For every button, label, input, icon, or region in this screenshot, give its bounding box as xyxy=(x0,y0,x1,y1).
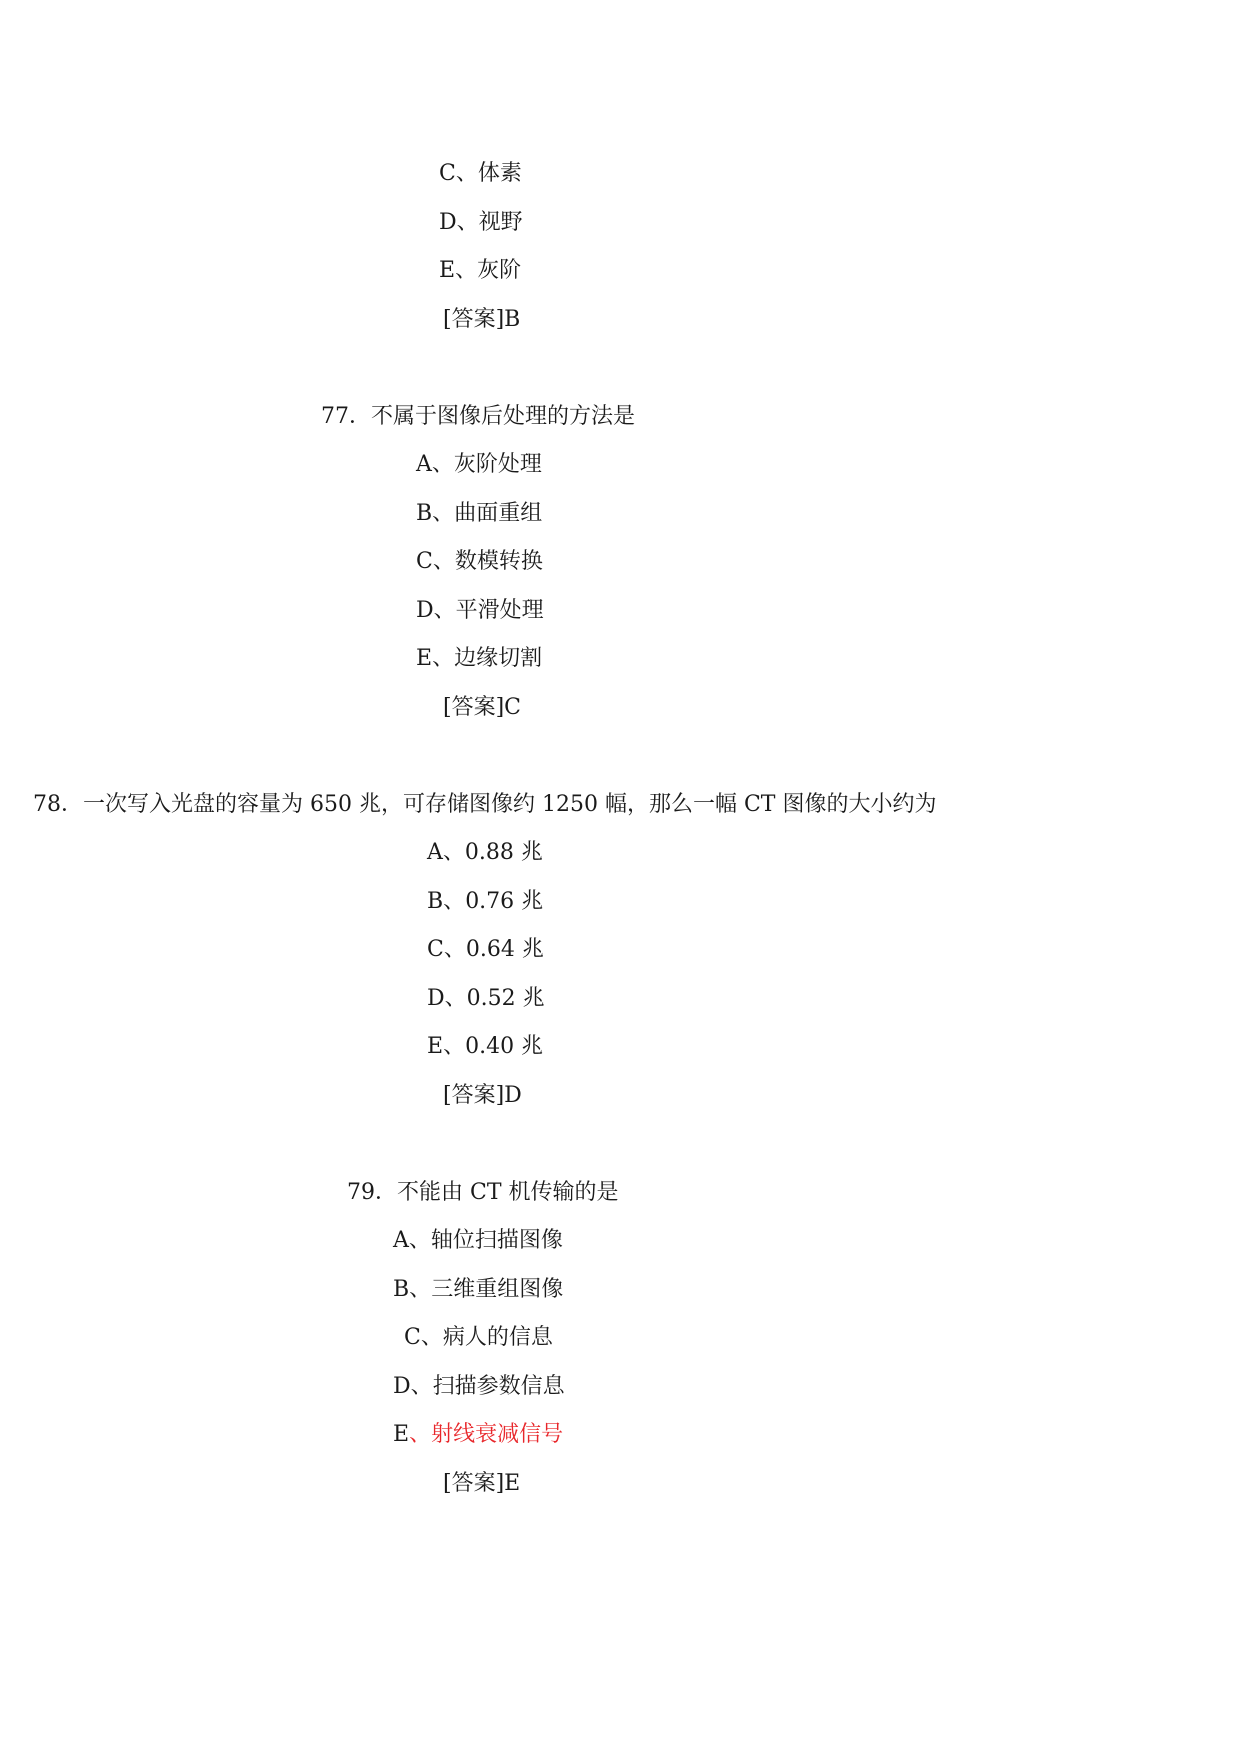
q76-answer: [答案]B xyxy=(443,307,521,332)
option-letter: D xyxy=(439,210,457,235)
q78-option-e xyxy=(427,1033,543,1061)
option-letter: D xyxy=(416,598,434,623)
option-sep: 、 xyxy=(443,937,466,962)
option-letter: D xyxy=(393,1374,411,1399)
option-sep: 、 xyxy=(420,1325,443,1350)
q79-stem: 79．不能由 CT 机传输的是 xyxy=(347,1180,619,1205)
option-letter: D xyxy=(427,986,445,1011)
option-text: 边缘切割 xyxy=(454,646,543,671)
option-text: 数模转换 xyxy=(454,549,543,574)
option-text: 轴位扫描图像 xyxy=(430,1228,563,1253)
q79-option-e xyxy=(393,1421,563,1449)
option-text: 0.88 兆 xyxy=(464,840,543,865)
option-letter: C xyxy=(439,161,456,186)
option-sep: 、 xyxy=(443,889,466,914)
option-sep: 、 xyxy=(408,1228,431,1253)
q79-option-d xyxy=(393,1373,565,1401)
q78-option-b xyxy=(427,888,543,916)
q76-option-c xyxy=(439,160,522,188)
q77-option-b xyxy=(416,500,542,528)
option-sep: 、 xyxy=(433,598,456,623)
option-text-highlighted: 射线衰减信号 xyxy=(431,1422,564,1447)
q78-option-c xyxy=(427,936,544,964)
q79-option-a xyxy=(393,1227,563,1255)
option-letter: A xyxy=(393,1228,409,1253)
option-sep: 、 xyxy=(444,986,467,1011)
option-text: 视野 xyxy=(478,210,523,235)
option-text: 0.40 兆 xyxy=(465,1034,544,1059)
q78-stem: 78．一次写入光盘的容量为 650 兆，可存储图像约 1250 幅，那么一幅 CT 图像的大小约为 xyxy=(33,792,937,817)
option-text: 0.64 兆 xyxy=(465,937,544,962)
option-sep: 、 xyxy=(456,210,479,235)
q79-answer: [答案]E xyxy=(443,1471,521,1496)
option-letter: B xyxy=(427,889,444,914)
option-text: 曲面重组 xyxy=(454,501,543,526)
option-letter: A xyxy=(416,452,432,477)
option-sep: 、 xyxy=(455,161,478,186)
option-text: 灰阶处理 xyxy=(453,452,542,477)
q76-option-e xyxy=(439,257,521,285)
q77-option-d xyxy=(416,597,544,625)
q79-option-b xyxy=(393,1276,563,1304)
option-letter: C xyxy=(416,549,433,574)
option-sep: 、 xyxy=(432,501,455,526)
option-text: 平滑处理 xyxy=(455,598,544,623)
option-text: 灰阶 xyxy=(477,258,522,283)
option-text: 0.76 兆 xyxy=(465,889,544,914)
option-letter: A xyxy=(427,840,443,865)
option-text: 病人的信息 xyxy=(442,1325,553,1350)
option-letter: B xyxy=(393,1277,410,1302)
option-sep: 、 xyxy=(432,549,455,574)
q76-option-d xyxy=(439,209,523,237)
option-sep: 、 xyxy=(432,646,455,671)
option-sep: 、 xyxy=(409,1277,432,1302)
q78-answer: [答案]D xyxy=(443,1083,522,1108)
option-text: 扫描参数信息 xyxy=(432,1374,565,1399)
option-letter: E xyxy=(439,258,456,283)
option-sep: 、 xyxy=(410,1374,433,1399)
option-sep: 、 xyxy=(443,1034,466,1059)
q78-option-a xyxy=(427,839,543,867)
q77-option-a xyxy=(416,451,542,479)
q77-stem: 77．不属于图像后处理的方法是 xyxy=(321,404,635,429)
option-sep: 、 xyxy=(431,452,454,477)
option-text: 三维重组图像 xyxy=(431,1277,564,1302)
option-letter: E xyxy=(427,1034,444,1059)
option-sep: 、 xyxy=(409,1422,432,1447)
option-text: 0.52 兆 xyxy=(466,986,545,1011)
q78-option-d xyxy=(427,985,545,1013)
q77-answer: [答案]C xyxy=(443,695,521,720)
option-letter: C xyxy=(404,1325,421,1350)
option-sep: 、 xyxy=(442,840,465,865)
option-letter: E xyxy=(416,646,433,671)
option-letter: E xyxy=(393,1422,410,1447)
option-letter: C xyxy=(427,937,444,962)
option-letter: B xyxy=(416,501,433,526)
q77-option-c xyxy=(416,548,543,576)
q77-option-e xyxy=(416,645,542,673)
q79-option-c xyxy=(404,1324,553,1352)
option-sep: 、 xyxy=(455,258,478,283)
option-text: 体素 xyxy=(477,161,522,186)
